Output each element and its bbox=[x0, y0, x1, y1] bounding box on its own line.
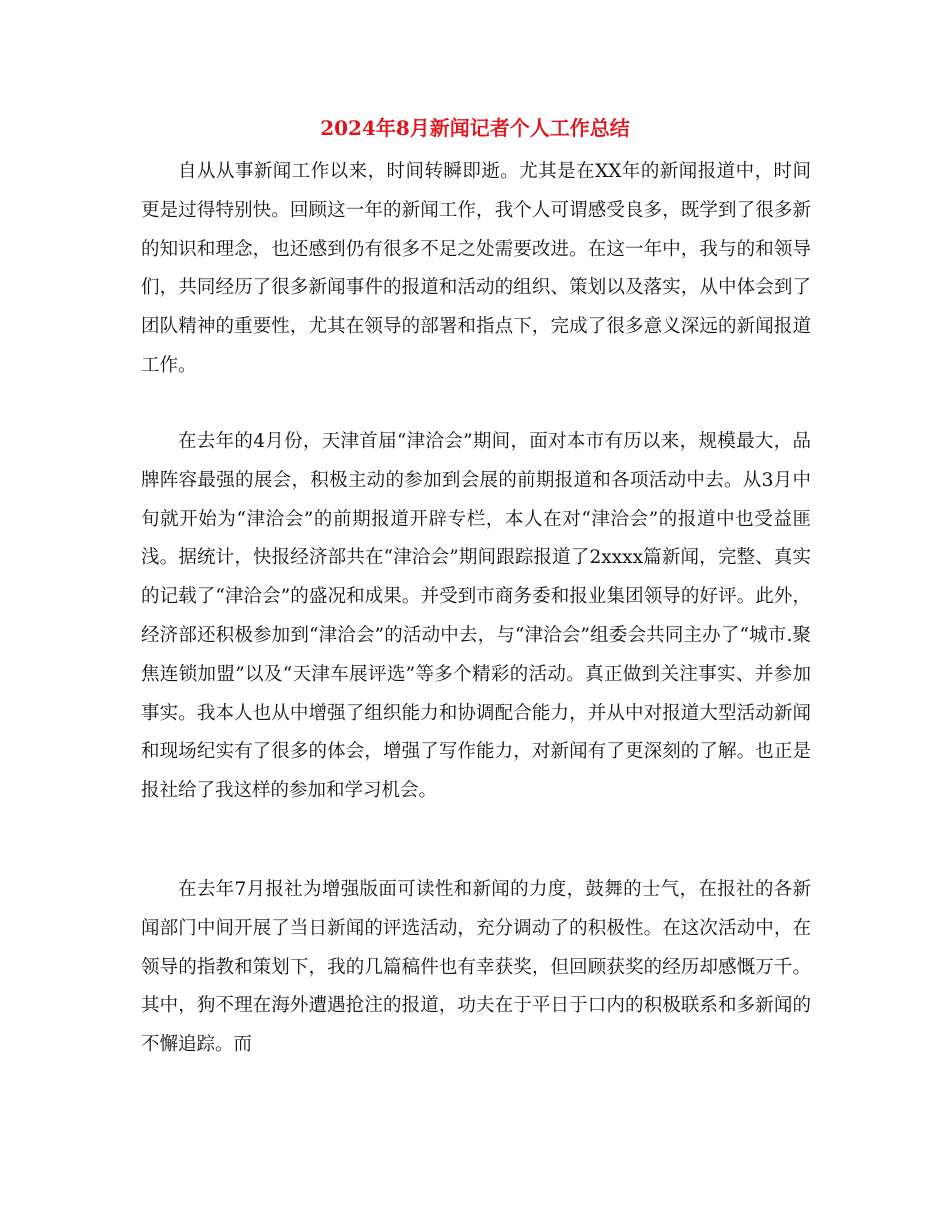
document-title: 2024年8月新闻记者个人工作总结 bbox=[320, 116, 630, 140]
paragraph-3: 在去年7月报社为增强版面可读性和新闻的力度，鼓舞的士气，在报社的各新闻部门中间开展了当日新闻的评选活动，充分调动了的积极性。在这次活动中，在领导的指教和策划下，我的几篇稿件也有幸获奖，但回顾获奖的经历却感慨万千。其中，狗不理在海外遭遇抢注的报道，功夫在于平日于口内的积极联系和多新闻的不懈追踪。而 bbox=[141, 879, 811, 1056]
paragraph-1: 自从从事新闻工作以来，时间转瞬即逝。尤其是在XX年的新闻报道中，时间更是过得特别快。回顾这一年的新闻工作，我个人可谓感受良多，既学到了很多新的知识和理念，也还感到仍有很多不足之处需要改进。在这一年中，我与的和领导们，共同经历了很多新闻事件的报道和活动的组织、策划以及落实，从中体会到了团队精神的重要性，尤其在领导的部署和指点下，完成了很多意义深远的新闻报道工作。 bbox=[141, 161, 811, 376]
paragraph-2: 在去年的4月份，天津首届“津洽会”期间，面对本市有历以来，规模最大，品牌阵容最强的展会，积极主动的参加到会展的前期报道和各项活动中去。从3月中旬就开始为“津洽会”的前期报道开辟专栏，本人在对“津洽会”的报道中也受益匪浅。据统计，快报经济部共在“津洽会”期间跟踪报道了2xxxx篇新闻，完整、真实的记载了“津洽会”的盛况和成果。并受到市商务委和报业集团领导的好评。此外，经济部还积极参加到“津洽会”的活动中去，与“津洽会”组委会共同主办了“城市.聚焦连锁加盟”以及“天津车展评选”等多个精彩的活动。真正做到关注事实、并参加事实。我本人也从中增强了组织能力和协调配合能力，并从中对报道大型活动新闻和现场纪实有了很多的体会，增强了写作能力，对新闻有了更深刻的了解。也正是报社给了我这样的参加和学习机会。 bbox=[141, 431, 811, 802]
